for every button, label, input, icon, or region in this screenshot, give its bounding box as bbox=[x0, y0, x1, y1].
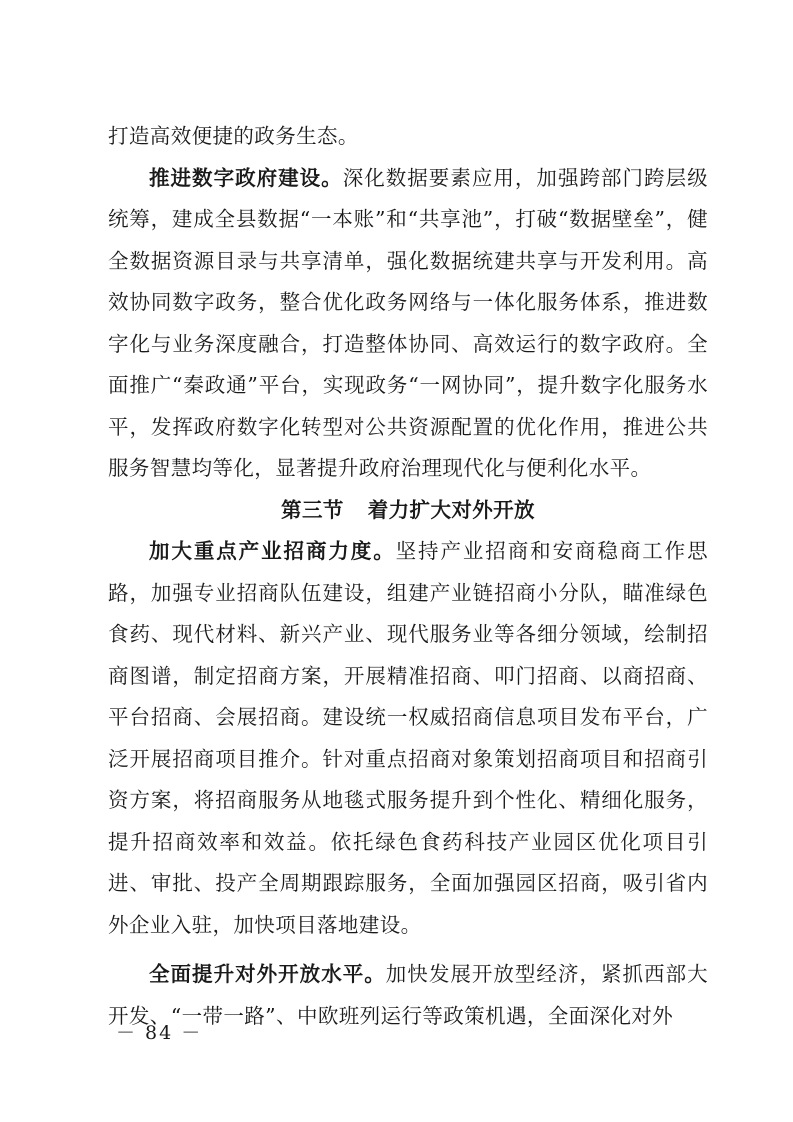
paragraph-text: 坚持产业招商和安商稳商工作思路，加强专业招商队伍建设，组建产业链招商小分队，瞄准绿色食药、现代材料、新兴产业、现代服务业等各细分领域，绘制招商图谱，制定招商方案，开展精准招商、叩门招商、以商招商、平台招商、会展招商。建设统一权威招商信息项目发布平台，广泛开展招商项目推介。针对重点招商对象策划招商项目和招商引资方案，将招商服务从地毯式服务提升到个性化、精细化服务，提升招商效率和效益。依托绿色食药科技产业园区优化项目引进、审批、投产全周期跟踪服务，全面加强园区招商，吸引省内外企业入驻，加快项目落地建设。 bbox=[108, 539, 708, 937]
section-heading bbox=[108, 490, 708, 532]
paragraph-text: 加快发展开放型经济，紧抓西部大开发、“一带一路”、中欧班列运行等政策机遇，全面深化对外 bbox=[108, 962, 708, 1028]
paragraph-continuation: 打造高效便捷的政务生态。 bbox=[108, 124, 359, 148]
paragraph-lead-heading: 加大重点产业招商力度。 bbox=[149, 539, 396, 563]
paragraph-lead-heading: 全面提升对外开放水平。 bbox=[149, 962, 386, 986]
paragraph-investment-promotion bbox=[108, 531, 708, 946]
paragraph-digital-government bbox=[108, 158, 708, 490]
paragraph-lead-heading: 推进数字政府建设。 bbox=[149, 165, 343, 190]
paragraph-text: 深化数据要素应用，加强跨部门跨层级统筹，建成全县数据“一本账”和“共享池”，打破“数据壁垒”，健全数据资源目录与共享清单，强化数据统建共享与开发利用。高效协同数字政务，整合优化政务网络与一体化服务体系，推进数字化与业务深度融合，打造整体协同、高效运行的数字政府。全面推广“秦政通”平台，实现政务“一网协同”，提升数字化服务水平，发挥政府数字化转型对公共资源配置的优化作用，推进公共服务智慧均等化，显著提升政府治理现代化与便利化水平。 bbox=[108, 165, 708, 480]
page-number: － 84 － bbox=[116, 1022, 203, 1044]
section-number: 第三节 bbox=[281, 497, 344, 522]
document-body bbox=[108, 116, 708, 1037]
section-title: 着力扩大对外开放 bbox=[367, 497, 535, 522]
